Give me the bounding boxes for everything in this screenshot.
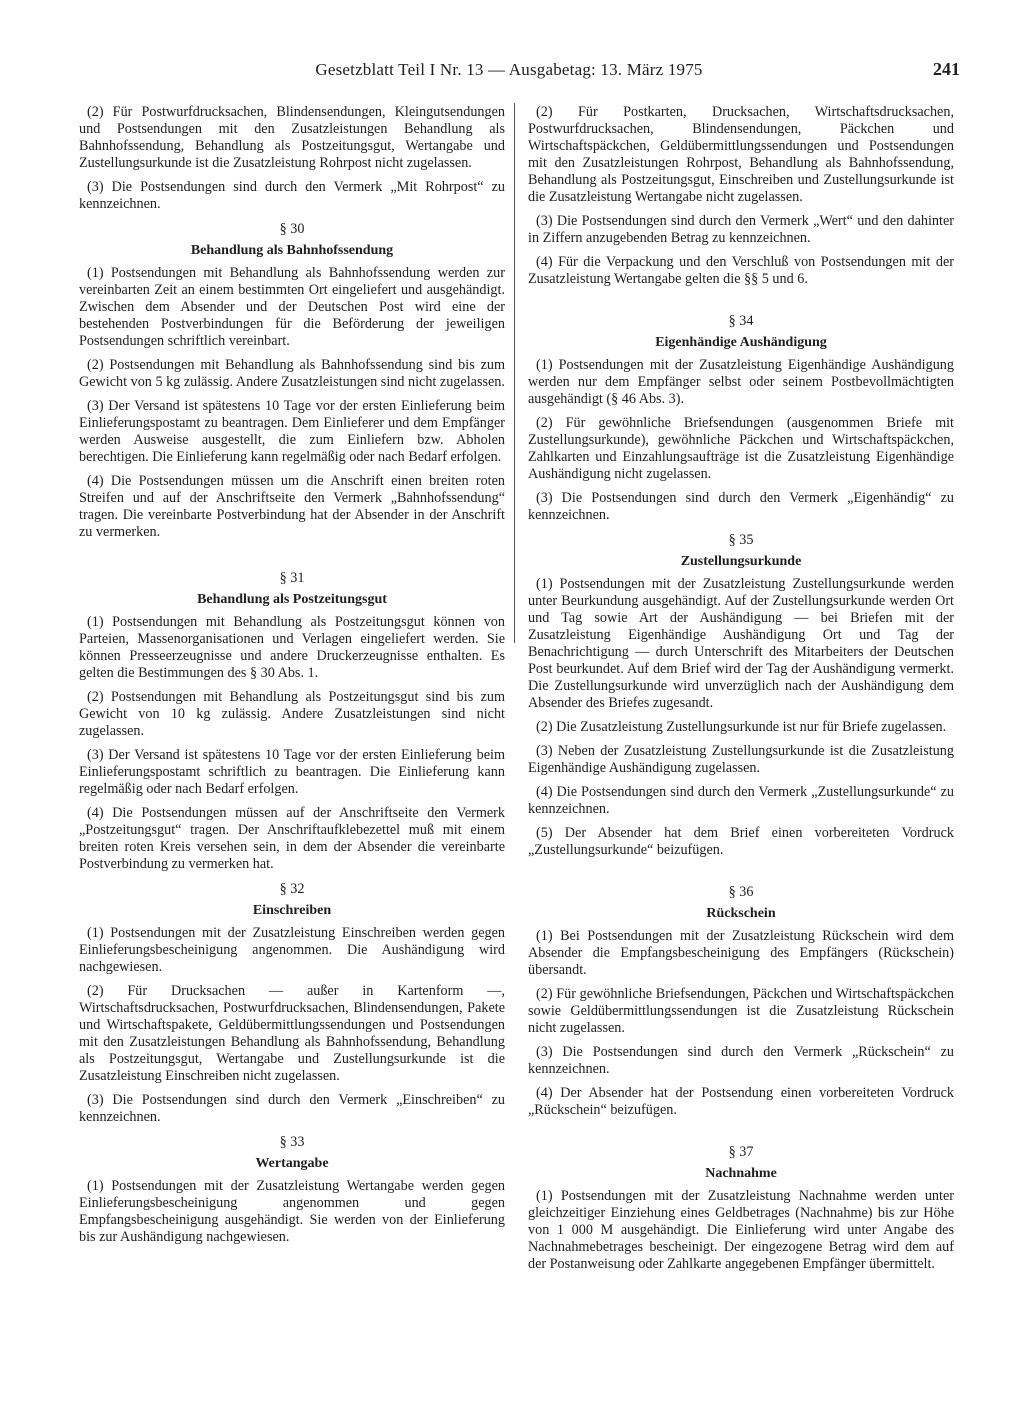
paragraph: (1) Postsendungen mit der Zusatzleistung Eigenhändige Aushändigung werden nur dem Empfänger selbst oder seinem Postbevollmächtigten ausgehändigt (§ 46 Abs. 3). — [528, 357, 954, 407]
spacer — [79, 548, 505, 562]
paragraph: (3) Der Versand ist spätestens 10 Tage vor der ersten Einlieferung beim Einlieferungspostamt schriftlich zu beantragen. Die Einlieferung kann regelmäßig oder nach Bedarf erfolgen. — [79, 747, 505, 797]
paragraph: (5) Der Absender hat dem Brief einen vorbereiteten Vordruck „Zustellungsurkunde“ beizufügen. — [528, 825, 954, 858]
section-title: Zustellungsurkunde — [680, 554, 802, 569]
paragraph: (3) Neben der Zusatzleistung Zustellungsurkunde ist die Zusatzleistung Eigenhändige Aushändigung zugelassen. — [528, 743, 954, 776]
section-number: § 33 — [279, 1134, 305, 1150]
section-number: § 34 — [728, 313, 754, 329]
section-title: Eigenhändige Aushändigung — [655, 335, 827, 350]
section-number: § 36 — [728, 884, 754, 900]
section-title: Behandlung als Postzeitungsgut — [197, 592, 387, 607]
page-header — [58, 60, 960, 84]
paragraph: (1) Postsendungen mit Behandlung als Postzeitungsgut können von Parteien, Massenorganisationen und Verlagen eingeliefert werden. Sie können Presseerzeugnisse und andere Druckerzeugnisse enthalten. Es gelten die Bestimmungen des § 30 Abs. 1. — [79, 614, 505, 681]
paragraph: (3) Die Postsendungen sind durch den Vermerk „Wert“ und den dahinter in Ziffern anzugebenden Betrag zu kennzeichnen. — [528, 213, 954, 246]
section-title: Nachnahme — [705, 1166, 777, 1181]
paragraph: (3) Die Postsendungen sind durch den Vermerk „Eigenhändig“ zu kennzeichnen. — [528, 490, 954, 523]
paragraph: (3) Der Versand ist spätestens 10 Tage vor der ersten Einlieferung beim Einlieferungspostamt zu beantragen. Dem Einlieferer und dem Empfänger werden Ausweise ausgestellt, die zum Einliefern bzw. Abholen berechtigen. Die Einlieferung kann regelmäßig oder nach Bedarf erfolgen. — [79, 398, 505, 465]
paragraph: (1) Bei Postsendungen mit der Zusatzleistung Rückschein wird dem Absender die Empfangsbescheinigung des Empfängers (Rückschein) übersandt. — [528, 928, 954, 978]
paragraph: (2) Für gewöhnliche Briefsendungen, Päckchen und Wirtschaftspäckchen sowie Geldübermittlungssendungen ist die Zusatzleistung Rückschein nicht zugelassen. — [528, 986, 954, 1036]
paragraph: (2) Postsendungen mit Behandlung als Postzeitungsgut sind bis zum Gewicht von 10 kg zulässig. Andere Zusatzleistungen sind nicht zugelassen. — [79, 689, 505, 739]
section-title: Behandlung als Bahnhofssendung — [190, 243, 394, 258]
paragraph: (4) Für die Verpackung und den Verschluß von Postsendungen mit der Zusatzleistung Wertangabe gelten die §§ 5 und 6. — [528, 254, 954, 287]
paragraph: (4) Der Absender hat der Postsendung einen vorbereiteten Vordruck „Rückschein“ beizufügen. — [528, 1085, 954, 1118]
paragraph: (1) Postsendungen mit der Zusatzleistung Nachnahme werden unter gleichzeitiger Einziehung eines Geldbetrages (Nachnahme) bis zur Höhe von 1 000 M ausgehändigt. Die Einlieferung wird unter Angabe des Nachnahmebetrages bescheinigt. Der eingezogene Betrag wird dem auf der Postanweisung oder Zahlkarte angegebenen Empfänger übermittelt. — [528, 1188, 954, 1272]
spacer — [528, 295, 954, 305]
section-title: Wertangabe — [255, 1156, 329, 1171]
paragraph: (2) Für gewöhnliche Briefsendungen (ausgenommen Briefe mit Zustellungsurkunde), gewöhnliche Päckchen und Wirtschaftspäckchen, Zahlkarten und Einzahlungsaufträge ist die Zusatzleistung Eigenhändige Aushändigung nicht zugelassen. — [528, 415, 954, 482]
section-number: § 31 — [279, 570, 305, 586]
paragraph: (2) Die Zusatzleistung Zustellungsurkunde ist nur für Briefe zugelassen. — [536, 719, 947, 735]
paragraph: (4) Die Postsendungen müssen auf der Anschriftseite den Vermerk „Postzeitungsgut“ tragen. Der Anschriftaufklebezettel muß mit einem breiten roten Kreis versehen sein, in dem der Absender die vereinbarte Postverbindung zu vermerken hat. — [79, 805, 505, 872]
column-divider — [514, 103, 515, 643]
paragraph: (4) Die Postsendungen sind durch den Vermerk „Zustellungsurkunde“ zu kennzeichnen. — [528, 784, 954, 817]
paragraph: (1) Postsendungen mit der Zusatzleistung Einschreiben werden gegen Einlieferungsbescheinigung angenommen. Die Aushändigung wird nachgewiesen. — [79, 925, 505, 975]
section-number: § 32 — [279, 881, 305, 897]
right-column — [528, 104, 954, 1280]
paragraph: (2) Für Drucksachen — außer in Kartenform —, Wirtschaftsdrucksachen, Postwurfdrucksachen, Blindensendungen, Pakete und Wirtschaftspakete, Geldübermittlungssendungen und Postsendungen mit den Zusatzleistungen Behandlung als Bahnhofssendung, Behandlung als Postzeitungsgut, Wertangabe und Zustellungsurkunde ist die Zusatzleistung Einschreiben nicht zugelassen. — [79, 983, 505, 1084]
paragraph: (2) Für Postwurfdrucksachen, Blindensendungen, Kleingutsendungen und Postsendungen mit den Zusatzleistungen Behandlung als Bahnhofssendung, Behandlung als Postzeitungsgut, Wertangabe und Zustellungsurkunde ist die Zusatzleistung Rohrpost nicht zugelassen. — [79, 104, 505, 171]
paragraph: (1) Postsendungen mit der Zusatzleistung Zustellungsurkunde werden unter Beurkundung ausgehändigt. Auf der Zustellungsurkunde werden Ort und Tag sowie Art der Aushändigung — bei Briefen mit der Zusatzleistung Eigenhändige Aushändigung Ort und Tag der Benachrichtigung — durch Unterschrift des Mitarbeiters der Deutschen Post beurkundet. Auf dem Brief wird der Tag der Aushändigung vermerkt. Die Zustellungsurkunde wird unverzüglich nach der Aushändigung dem Absender des Briefes zugesandt. — [528, 576, 954, 711]
running-title: Gesetzblatt Teil I Nr. 13 — Ausgabetag: 13. März 1975 — [315, 60, 703, 79]
paragraph: (4) Die Postsendungen müssen um die Anschrift einen breiten roten Streifen und auf der Anschriftseite den Vermerk „Bahnhofssendung“ tragen. Die vereinbarte Postverbindung hat der Absender in der Anschrift zu vermerken. — [79, 473, 505, 540]
section-number: § 35 — [728, 532, 754, 548]
section-title: Rückschein — [706, 906, 776, 921]
paragraph: (2) Postsendungen mit Behandlung als Bahnhofssendung sind bis zum Gewicht von 5 kg zulässig. Andere Zusatzleistungen sind nicht zugelassen. — [79, 357, 505, 390]
section-number: § 37 — [728, 1144, 754, 1160]
paragraph: (3) Die Postsendungen sind durch den Vermerk „Rückschein“ zu kennzeichnen. — [528, 1044, 954, 1077]
spacer — [528, 1126, 954, 1136]
left-column — [79, 104, 505, 1253]
paragraph: (1) Postsendungen mit Behandlung als Bahnhofssendung werden zur vereinbarten Zeit an einem bestimmten Ort eingeliefert und ausgehändigt. Zwischen dem Absender und der Deutschen Post wird eine der bestehenden Postverbindungen für die Beförderung der jeweiligen Postsendungen schriftlich vereinbart. — [79, 265, 505, 349]
section-number: § 30 — [279, 221, 305, 237]
page-number: 241 — [933, 59, 960, 79]
paragraph: (3) Die Postsendungen sind durch den Vermerk „Mit Rohrpost“ zu kennzeichnen. — [79, 179, 505, 212]
paragraph: (2) Für Postkarten, Drucksachen, Wirtschaftsdrucksachen, Postwurfdrucksachen, Blindensendungen, Päckchen und Wirtschaftspäckchen, Geldübermittlungssendungen und Postsendungen mit den Zusatzleistungen Rohrpost, Behandlung als Bahnhofssendung, Behandlung als Postzeitungsgut, Einschreiben und Zustellungsurkunde ist die Zusatzleistung Wertangabe nicht zugelassen. — [528, 104, 954, 205]
paragraph: (1) Postsendungen mit der Zusatzleistung Wertangabe werden gegen Einlieferungsbescheinigung angenommen und gegen Empfangsbescheinigung ausgehändigt. Sie werden von der Einlieferung bis zur Aushändigung nachgewiesen. — [79, 1178, 505, 1245]
section-title: Einschreiben — [252, 903, 332, 918]
spacer — [528, 866, 954, 876]
paragraph: (3) Die Postsendungen sind durch den Vermerk „Einschreiben“ zu kennzeichnen. — [79, 1092, 505, 1125]
